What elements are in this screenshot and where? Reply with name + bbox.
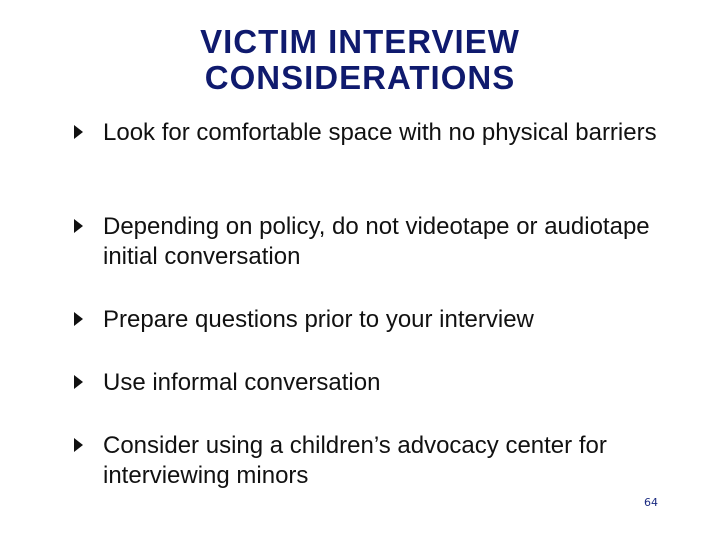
bullet-item xyxy=(74,212,674,272)
bullet-text: Look for comfortable space with no physical barriers xyxy=(103,119,657,146)
bullet-item xyxy=(74,431,674,491)
triangle-right-icon xyxy=(74,438,83,452)
triangle-right-icon xyxy=(74,312,83,326)
triangle-right-icon xyxy=(74,375,83,389)
triangle-right-icon xyxy=(74,219,83,233)
bullet-item xyxy=(74,118,674,148)
bullet-text: Prepare questions prior to your interview xyxy=(103,306,534,333)
title-line-1: VICTIM INTERVIEW xyxy=(200,23,520,60)
title-line-2: CONSIDERATIONS xyxy=(204,59,516,96)
slide-title xyxy=(0,24,720,96)
bullet-item xyxy=(74,305,674,335)
bullet-text: Consider using a children’s advocacy center for interviewing minors xyxy=(103,432,607,489)
page-number: 64 xyxy=(644,496,658,509)
bullet-text: Use informal conversation xyxy=(103,369,381,396)
triangle-right-icon xyxy=(74,125,83,139)
bullet-text: Depending on policy, do not videotape or audiotape initial conversation xyxy=(103,213,650,270)
bullet-item xyxy=(74,368,674,398)
